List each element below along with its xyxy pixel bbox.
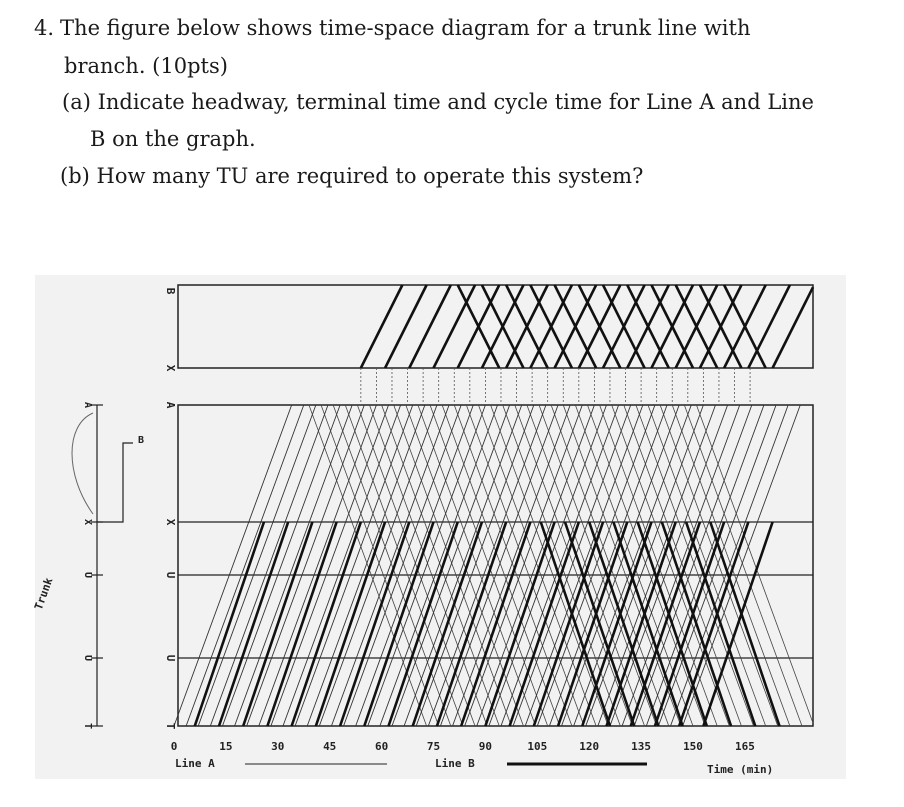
- station-axis-label: U: [164, 571, 177, 579]
- station-axis-label: X: [164, 364, 177, 372]
- legend-line-b-label: Line B: [435, 757, 475, 770]
- schematic-branch-label: B: [137, 435, 145, 446]
- station-axis-label: X: [164, 518, 177, 526]
- question-part-a-cont: B on the graph.: [90, 127, 256, 151]
- x-tick-label: 165: [734, 740, 755, 753]
- x-tick-label: 15: [219, 740, 233, 753]
- schematic-station-label: U: [82, 654, 93, 662]
- time-space-diagram: [31, 275, 846, 779]
- schematic-station-label: U: [82, 571, 93, 579]
- schematic-station-label: X: [82, 518, 93, 526]
- station-axis-label: B: [164, 287, 177, 295]
- x-tick-label: 120: [579, 740, 600, 753]
- question-part-a: (a) Indicate headway, terminal time and cycle time for Line A and Line: [62, 90, 814, 114]
- x-tick-label: 75: [426, 740, 441, 753]
- question-part-b: (b) How many TU are required to operate this system?: [60, 164, 644, 188]
- x-tick-label: 90: [478, 740, 493, 753]
- legend-line-a-label: Line A: [175, 757, 215, 770]
- x-tick-label: 150: [683, 740, 703, 753]
- question-number: 4.: [34, 16, 55, 40]
- x-tick-label: 30: [271, 740, 285, 753]
- trunk-label: Trunk: [31, 576, 56, 612]
- x-tick-label: 135: [631, 740, 652, 753]
- station-axis-label: T: [164, 722, 177, 730]
- station-axis-label: A: [164, 401, 177, 409]
- question-text-1: The figure below shows time-space diagram for a trunk line with: [60, 16, 751, 40]
- question-line-1: [34, 18, 750, 39]
- schematic-station-label: A: [82, 401, 93, 409]
- x-tick-label: 60: [374, 740, 389, 753]
- x-tick-label: 105: [527, 740, 548, 753]
- x-tick-label: 45: [323, 740, 337, 753]
- x-tick-label: 0: [170, 740, 178, 753]
- schematic-station-label: T: [82, 722, 93, 730]
- station-axis-label: U: [164, 654, 177, 662]
- question-line-2: branch. (10pts): [64, 54, 228, 78]
- time-axis-label: Time (min): [707, 763, 774, 776]
